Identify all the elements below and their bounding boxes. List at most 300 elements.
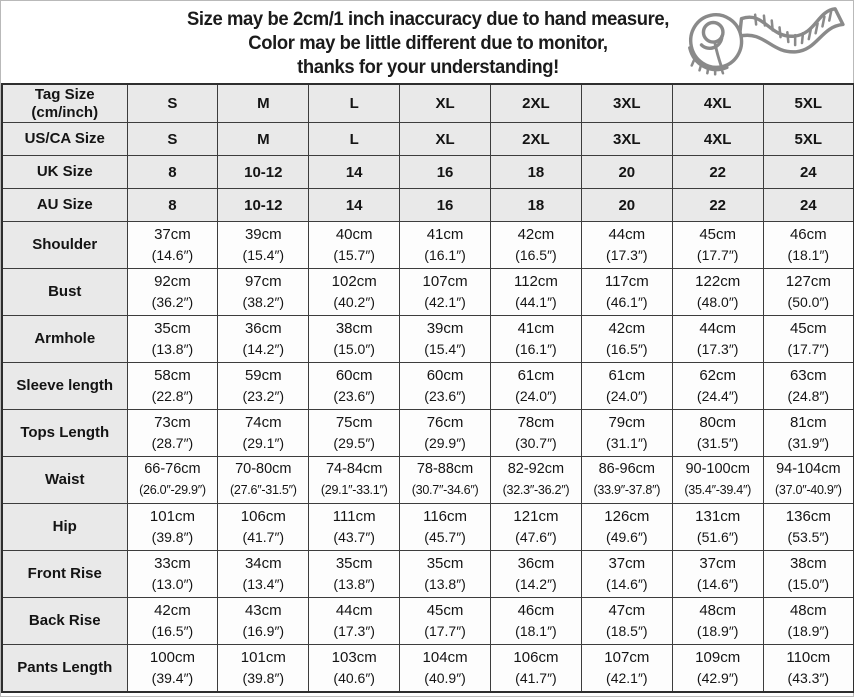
inch-value: (14.2″) — [242, 341, 285, 357]
cm-value: 38cm — [789, 555, 827, 572]
measure-cell — [309, 222, 400, 269]
inch-value: (16.5″) — [515, 247, 557, 263]
size-cell: 24 — [763, 156, 854, 189]
measure-cell — [672, 363, 763, 410]
size-cell: XL — [400, 84, 491, 123]
measure-cell — [581, 269, 672, 316]
cm-value: 74-84cm — [325, 461, 383, 477]
cm-value: 136cm — [785, 508, 831, 525]
measure-cell — [400, 551, 491, 598]
size-cell: 22 — [672, 189, 763, 222]
size-cell: 16 — [400, 156, 491, 189]
row-label-text: Back Rise — [28, 612, 101, 629]
cm-value: 117cm — [604, 273, 649, 290]
inch-value: (48.0″) — [696, 294, 739, 310]
cm-value: 74cm — [244, 414, 282, 431]
row-label — [2, 269, 127, 316]
measure-cell — [581, 363, 672, 410]
size-cell: 22 — [672, 156, 763, 189]
inch-value: (13.4″) — [242, 576, 285, 592]
table-row — [2, 551, 854, 598]
measure-cell — [218, 598, 309, 645]
measure-cell — [672, 598, 763, 645]
inch-value: (24.0″) — [515, 388, 557, 404]
measure-cell — [400, 269, 491, 316]
inch-value: (41.7″) — [515, 670, 557, 686]
cm-value: 90-100cm — [685, 461, 750, 477]
cm-value: 48cm — [789, 602, 827, 619]
measure-cell — [309, 551, 400, 598]
cm-value: 43cm — [244, 602, 282, 619]
inch-value: (17.3″) — [606, 247, 648, 263]
size-cell: L — [309, 84, 400, 123]
row-label-text: Sleeve length — [16, 377, 114, 394]
cm-value: 35cm — [426, 555, 464, 572]
inch-value: (16.9″) — [242, 623, 285, 639]
table-row — [2, 316, 854, 363]
size-cell: 18 — [491, 156, 582, 189]
row-label — [2, 222, 127, 269]
inch-value: (43.3″) — [787, 670, 830, 686]
measure-cell — [763, 222, 854, 269]
inch-value: (14.6″) — [151, 247, 194, 263]
size-cell: 2XL — [491, 123, 582, 156]
measure-cell — [763, 598, 854, 645]
cm-value: 47cm — [608, 602, 646, 619]
table-row — [2, 269, 854, 316]
cm-value: 110cm — [786, 649, 831, 666]
size-cell: 14 — [309, 156, 400, 189]
cm-value: 44cm — [608, 226, 646, 243]
inch-value: (38.2″) — [242, 294, 285, 310]
table-row — [2, 410, 854, 457]
table-row — [2, 363, 854, 410]
row-label — [2, 504, 127, 551]
inch-value: (29.1″) — [242, 435, 285, 451]
notice-line-2: Color may be little different due to monitor, — [248, 33, 608, 54]
cm-value: 36cm — [244, 320, 282, 337]
cm-value: 126cm — [604, 508, 650, 525]
cm-value: 37cm — [699, 555, 737, 572]
inch-value: (40.2″) — [333, 294, 375, 310]
inch-value: (29.9″) — [424, 435, 466, 451]
row-label — [2, 363, 127, 410]
row-label-text: Armhole — [34, 330, 96, 347]
inch-value: (42.1″) — [424, 294, 466, 310]
cm-value: 60cm — [426, 367, 464, 384]
inch-value: (39.8″) — [151, 529, 194, 545]
inch-value: (27.6″-31.5″) — [230, 483, 297, 497]
cm-value: 48cm — [699, 602, 737, 619]
measure-cell — [218, 645, 309, 693]
measure-cell — [218, 222, 309, 269]
table-row — [2, 457, 854, 504]
row-label — [2, 645, 127, 693]
table-row — [2, 504, 854, 551]
inch-value: (13.0″) — [151, 576, 194, 592]
inch-value: (26.0″-29.9″) — [139, 483, 206, 497]
inch-value: (45.7″) — [424, 529, 466, 545]
cm-value: 70-80cm — [235, 461, 292, 477]
inch-value: (15.0″) — [787, 576, 830, 592]
inch-value: (44.1″) — [515, 294, 557, 310]
cm-value: 97cm — [244, 273, 282, 290]
inch-value: (18.9″) — [787, 623, 830, 639]
cm-value: 46cm — [789, 226, 827, 243]
table-row — [2, 156, 854, 189]
cm-value: 58cm — [154, 367, 191, 384]
inch-value: (24.0″) — [606, 388, 648, 404]
measure-cell — [127, 551, 218, 598]
measure-cell — [218, 504, 309, 551]
size-cell: 4XL — [672, 123, 763, 156]
notice-line-3: thanks for your understanding! — [297, 57, 559, 78]
cm-value: 42cm — [608, 320, 646, 337]
size-cell: 18 — [491, 189, 582, 222]
cm-value: 76cm — [426, 414, 464, 431]
cm-value: 116cm — [423, 508, 468, 525]
inch-value: (41.7″) — [242, 529, 285, 545]
cm-value: 78cm — [517, 414, 555, 431]
measure-cell — [672, 551, 763, 598]
size-cell: S — [127, 84, 218, 123]
inch-value: (16.5″) — [151, 623, 194, 639]
cm-value: 62cm — [699, 367, 737, 384]
inch-value: (40.9″) — [424, 670, 466, 686]
cm-value: 79cm — [608, 414, 646, 431]
inch-value: (23.6″) — [424, 388, 466, 404]
inch-value: (50.0″) — [787, 294, 830, 310]
measure-cell — [218, 316, 309, 363]
inch-value: (32.3″-36.2″) — [502, 483, 570, 497]
measure-cell — [491, 551, 582, 598]
size-chart-table — [1, 83, 854, 693]
inch-value: (49.6″) — [606, 529, 648, 545]
measure-cell — [581, 504, 672, 551]
cm-value: 73cm — [154, 414, 191, 431]
cm-value: 38cm — [335, 320, 373, 337]
inch-value: (30.7″-34.6″) — [411, 483, 479, 497]
inch-value: (40.6″) — [333, 670, 375, 686]
cm-value: 112cm — [513, 273, 558, 290]
cm-value: 109cm — [695, 649, 741, 666]
size-cell: 16 — [400, 189, 491, 222]
measure-cell — [763, 363, 854, 410]
size-cell: M — [218, 123, 309, 156]
measure-cell — [763, 504, 854, 551]
cm-value: 44cm — [335, 602, 373, 619]
measure-cell — [491, 410, 582, 457]
cm-value: 101cm — [149, 508, 195, 525]
size-cell: S — [127, 123, 218, 156]
measure-cell — [763, 551, 854, 598]
inch-value: (17.7″) — [424, 623, 466, 639]
size-cell: 8 — [127, 189, 218, 222]
table-row — [2, 123, 854, 156]
inch-value: (17.3″) — [696, 341, 739, 357]
cm-value: 45cm — [789, 320, 827, 337]
measure-cell — [491, 222, 582, 269]
measure-cell — [400, 504, 491, 551]
cm-value: 107cm — [604, 649, 650, 666]
inch-value: (53.5″) — [787, 529, 830, 545]
row-label-text: UK Size — [36, 163, 93, 180]
inch-value: (39.4″) — [151, 670, 194, 686]
inch-value: (13.8″) — [151, 341, 194, 357]
cm-value: 40cm — [335, 226, 373, 243]
measure-cell — [400, 363, 491, 410]
row-label — [2, 551, 127, 598]
measure-cell — [491, 457, 582, 504]
measure-cell — [218, 269, 309, 316]
inch-value: (13.8″) — [333, 576, 375, 592]
measure-cell — [672, 316, 763, 363]
measure-cell — [127, 410, 218, 457]
inch-value: (15.0″) — [333, 341, 375, 357]
measure-cell — [491, 504, 582, 551]
measure-cell — [218, 363, 309, 410]
row-label — [2, 123, 127, 156]
inch-value: (28.7″) — [151, 435, 194, 451]
measure-cell — [127, 645, 218, 693]
row-label-text: Bust — [48, 283, 82, 300]
cm-value: 107cm — [422, 273, 468, 290]
measure-cell — [672, 457, 763, 504]
inch-value: (17.3″) — [333, 623, 375, 639]
row-label — [2, 316, 127, 363]
measure-cell — [400, 598, 491, 645]
cm-value: 41cm — [517, 320, 555, 337]
inch-value: (43.7″) — [333, 529, 375, 545]
cm-value: 111cm — [332, 508, 376, 525]
measure-cell — [309, 410, 400, 457]
inch-value: (16.5″) — [606, 341, 648, 357]
size-cell: 8 — [127, 156, 218, 189]
inch-value: (14.2″) — [515, 576, 557, 592]
measuring-tape-icon — [669, 3, 853, 83]
measure-cell — [127, 269, 218, 316]
cm-value: 61cm — [608, 367, 646, 384]
cm-value: 131cm — [695, 508, 741, 525]
measure-cell — [127, 598, 218, 645]
measure-cell — [581, 598, 672, 645]
cm-value: 127cm — [785, 273, 831, 290]
cm-value: 101cm — [240, 649, 286, 666]
cm-value: 34cm — [244, 555, 282, 572]
cm-value: 80cm — [699, 414, 737, 431]
size-chart-body — [2, 84, 854, 692]
measure-cell — [400, 645, 491, 693]
size-cell: 3XL — [581, 84, 672, 123]
table-row — [2, 84, 854, 123]
cm-value: 103cm — [331, 649, 377, 666]
inch-value: (23.2″) — [242, 388, 285, 404]
row-label — [2, 84, 127, 123]
measure-cell — [491, 598, 582, 645]
inch-value: (13.8″) — [424, 576, 466, 592]
measure-cell — [581, 645, 672, 693]
inch-value: (17.7″) — [696, 247, 739, 263]
inch-value: (42.9″) — [696, 670, 739, 686]
cm-value: 42cm — [517, 226, 555, 243]
measure-cell — [218, 551, 309, 598]
inch-value: (33.9″-37.8″) — [593, 483, 661, 497]
size-cell: 14 — [309, 189, 400, 222]
inch-value: (23.6″) — [333, 388, 375, 404]
inch-value: (14.6″) — [696, 576, 739, 592]
cm-value: 78-88cm — [416, 461, 474, 477]
measure-cell — [400, 222, 491, 269]
cm-value: 36cm — [517, 555, 555, 572]
inch-value: (15.4″) — [424, 341, 466, 357]
row-label-subtext: (cm/inch) — [31, 103, 99, 121]
measure-cell — [763, 457, 854, 504]
measure-cell — [581, 551, 672, 598]
inch-value: (39.8″) — [242, 670, 285, 686]
measure-cell — [127, 363, 218, 410]
cm-value: 61cm — [517, 367, 555, 384]
measure-cell — [309, 316, 400, 363]
cm-value: 82-92cm — [507, 461, 565, 477]
row-label-text: AU Size — [36, 196, 93, 213]
size-cell: 24 — [763, 189, 854, 222]
row-label — [2, 598, 127, 645]
row-label — [2, 410, 127, 457]
inch-value: (36.2″) — [151, 294, 194, 310]
measure-cell — [581, 457, 672, 504]
table-row — [2, 598, 854, 645]
cm-value: 35cm — [335, 555, 373, 572]
cm-value: 41cm — [426, 226, 464, 243]
measure-cell — [763, 269, 854, 316]
measure-cell — [127, 222, 218, 269]
inch-value: (18.9″) — [696, 623, 739, 639]
measure-cell — [400, 410, 491, 457]
inch-value: (15.7″) — [333, 247, 375, 263]
cm-value: 63cm — [789, 367, 827, 384]
measure-cell — [127, 457, 218, 504]
row-label — [2, 457, 127, 504]
inch-value: (16.1″) — [424, 247, 466, 263]
cm-value: 33cm — [154, 555, 191, 572]
size-cell: 10-12 — [218, 156, 309, 189]
measure-cell — [400, 457, 491, 504]
inch-value: (18.1″) — [787, 247, 830, 263]
cm-value: 37cm — [608, 555, 646, 572]
measure-cell — [127, 504, 218, 551]
size-cell: 20 — [581, 189, 672, 222]
cm-value: 35cm — [154, 320, 191, 337]
table-row — [2, 645, 854, 693]
measure-cell — [672, 222, 763, 269]
inch-value: (42.1″) — [606, 670, 648, 686]
size-cell: 5XL — [763, 84, 854, 123]
size-cell: L — [309, 123, 400, 156]
cm-value: 104cm — [422, 649, 468, 666]
measure-cell — [763, 316, 854, 363]
measure-cell — [309, 504, 400, 551]
cm-value: 39cm — [426, 320, 464, 337]
cm-value: 106cm — [513, 649, 559, 666]
row-label-text: Tag Size — [34, 85, 95, 103]
measure-cell — [309, 269, 400, 316]
inch-value: (15.4″) — [242, 247, 285, 263]
inch-value: (51.6″) — [696, 529, 739, 545]
measure-cell — [400, 316, 491, 363]
measure-cell — [309, 457, 400, 504]
cm-value: 37cm — [154, 226, 191, 243]
measure-cell — [581, 222, 672, 269]
row-label — [2, 189, 127, 222]
measure-cell — [218, 457, 309, 504]
notice-line-1: Size may be 2cm/1 inch inaccuracy due to hand measure, — [187, 9, 669, 30]
inch-value: (29.1″-33.1″) — [320, 483, 388, 497]
row-label-text: Hip — [52, 518, 77, 535]
size-cell: 3XL — [581, 123, 672, 156]
cm-value: 86-96cm — [598, 461, 656, 477]
inch-value: (18.5″) — [606, 623, 648, 639]
size-cell: 4XL — [672, 84, 763, 123]
cm-value: 46cm — [517, 602, 555, 619]
inch-value: (24.4″) — [696, 388, 739, 404]
cm-value: 94-104cm — [776, 461, 841, 477]
cm-value: 44cm — [699, 320, 737, 337]
inch-value: (29.5″) — [333, 435, 375, 451]
row-label-text: Front Rise — [27, 565, 102, 582]
cm-value: 106cm — [240, 508, 286, 525]
inch-value: (47.6″) — [515, 529, 557, 545]
inch-value: (46.1″) — [606, 294, 648, 310]
measure-cell — [672, 645, 763, 693]
cm-value: 92cm — [154, 273, 191, 290]
inch-value: (31.9″) — [787, 435, 830, 451]
inch-value: (37.0″-40.9″) — [775, 483, 842, 497]
measure-cell — [127, 316, 218, 363]
table-row — [2, 222, 854, 269]
row-label-text: Pants Length — [17, 659, 113, 676]
cm-value: 102cm — [331, 273, 377, 290]
measure-cell — [491, 363, 582, 410]
cm-value: 75cm — [335, 414, 373, 431]
inch-value: (18.1″) — [515, 623, 557, 639]
inch-value: (24.8″) — [787, 388, 830, 404]
size-cell: 5XL — [763, 123, 854, 156]
cm-value: 42cm — [154, 602, 191, 619]
measure-cell — [218, 410, 309, 457]
size-cell: 2XL — [491, 84, 582, 123]
size-cell: M — [218, 84, 309, 123]
inch-value: (30.7″) — [515, 435, 557, 451]
measure-cell — [763, 645, 854, 693]
cm-value: 81cm — [789, 414, 827, 431]
row-label-text: Waist — [45, 471, 85, 488]
row-label-text: US/CA Size — [24, 130, 105, 147]
size-cell: XL — [400, 123, 491, 156]
cm-value: 121cm — [513, 508, 559, 525]
measure-cell — [672, 410, 763, 457]
measure-cell — [309, 598, 400, 645]
table-row — [2, 189, 854, 222]
cm-value: 100cm — [149, 649, 195, 666]
cm-value: 45cm — [426, 602, 464, 619]
row-label-text: Shoulder — [32, 236, 98, 253]
measure-cell — [309, 645, 400, 693]
measure-cell — [581, 316, 672, 363]
inch-value: (17.7″) — [787, 341, 830, 357]
cm-value: 66-76cm — [144, 461, 201, 477]
measure-cell — [672, 269, 763, 316]
size-cell: 10-12 — [218, 189, 309, 222]
